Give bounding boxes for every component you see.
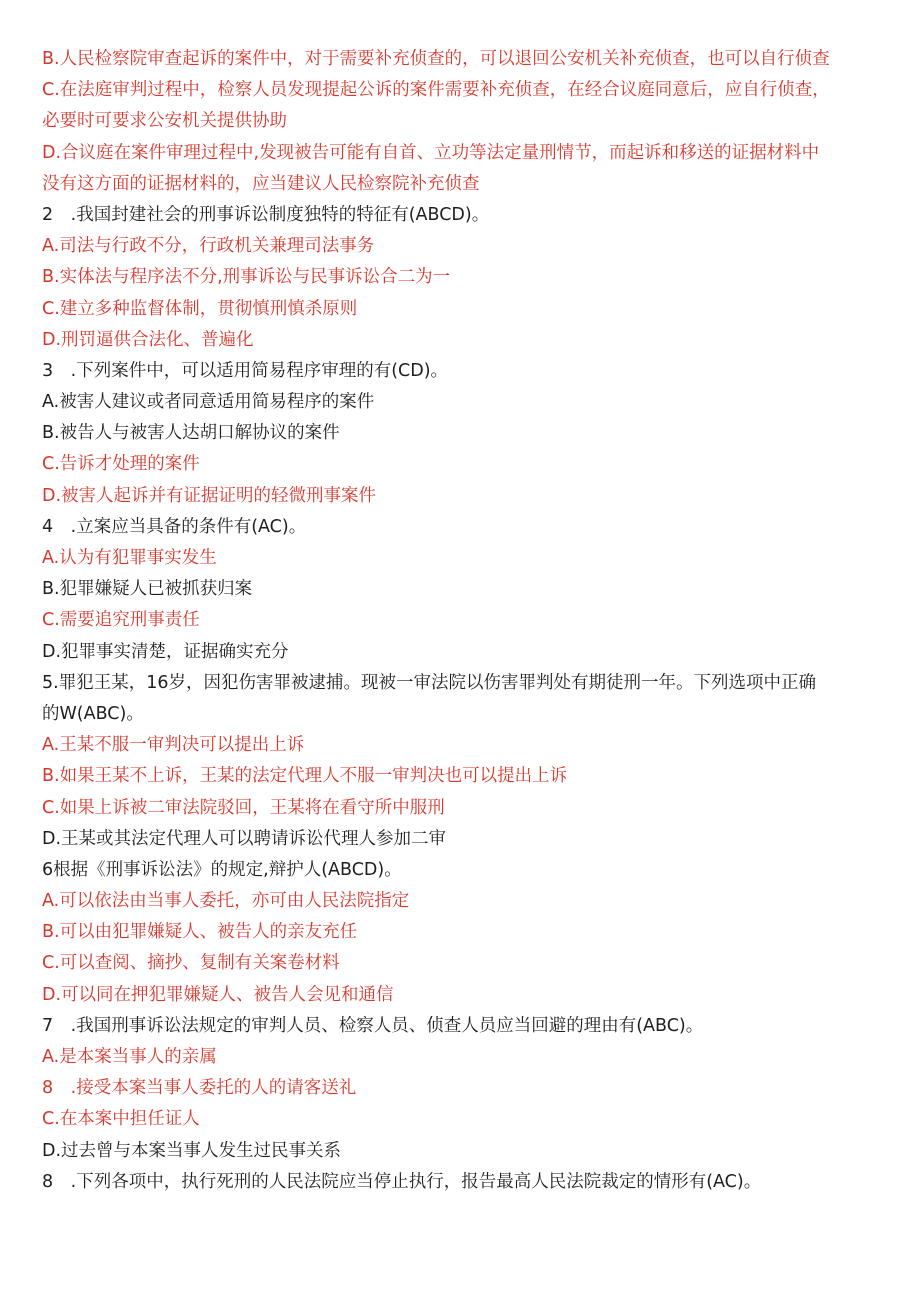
answer-option-line: B.实体法与程序法不分,刑事诉讼与民事诉讼合二为一	[42, 267, 451, 288]
question-text-line: 8 .下列各项中，执行死刑的人民法院应当停止执行，报告最高人民法院裁定的情形有(AC)。	[42, 1171, 762, 1192]
question-text-line: B.犯罪嫌疑人已被抓获归案	[42, 579, 253, 600]
question-text-line: 6根据《刑事诉讼法》的规定,辩护人(ABCD)。	[42, 859, 402, 880]
answer-option-line: 8 .接受本案当事人委托的人的请客送礼	[42, 1078, 357, 1099]
question-text-line: B.被告人与被害人达胡口解协议的案件	[42, 423, 340, 444]
answer-option-line: C.需要追究刑事责任	[42, 610, 200, 631]
answer-option-line: 没有这方面的证据材料的，应当建议人民检察院补充侦查	[42, 173, 480, 194]
answer-option-line: C.建立多种监督体制，贯彻慎刑慎杀原则	[42, 298, 358, 319]
question-text-line: 5.罪犯王某，16岁，因犯伤害罪被逮捕。现被一审法院以伤害罪判处有期徒刑一年。下列选项中正确	[42, 672, 816, 693]
answer-option-line: C.告诉才处理的案件	[42, 454, 200, 475]
question-text-line: A.被害人建议或者同意适用简易程序的案件	[42, 392, 375, 413]
answer-option-line: C.在本案中担任证人	[42, 1109, 200, 1130]
answer-option-line: D.合议庭在案件审理过程中,发现被告可能有自首、立功等法定量刑情节，而起诉和移送的证据材料中	[42, 142, 820, 163]
answer-option-line: C.可以查阅、摘抄、复制有关案卷材料	[42, 953, 340, 974]
answer-option-line: A.王某不服一审判决可以提出上诉	[42, 735, 305, 756]
answer-option-line: B.如果王某不上诉，王某的法定代理人不服一审判决也可以提出上诉	[42, 766, 568, 787]
answer-option-line: C.在法庭审判过程中，检察人员发现提起公诉的案件需要补充侦查，在经合议庭同意后，应自行侦查，	[42, 80, 830, 101]
answer-option-line: D.可以同在押犯罪嫌疑人、被告人会见和通信	[42, 984, 394, 1005]
answer-option-line: A.是本案当事人的亲属	[42, 1047, 217, 1067]
answer-option-line: B.人民检察院审查起诉的案件中，对于需要补充侦查的，可以退回公安机关补充侦查，也可以自行侦查	[42, 49, 830, 69]
question-text-line: D.王某或其法定代理人可以聘请诉讼代理人参加二审	[42, 828, 447, 849]
answer-option-line: 必要时可要求公安机关提供协助	[42, 111, 287, 132]
question-text-line: 7 .我国刑事诉讼法规定的审判人员、检察人员、侦查人员应当回避的理由有(ABC)。	[42, 1015, 704, 1036]
answer-option-line: D.刑罚逼供合法化、普遍化	[42, 329, 254, 350]
answer-option-line: C.如果上诉被二审法院驳回，王某将在看守所中服刑	[42, 797, 445, 818]
question-text-line: 4 .立案应当具备的条件有(AC)。	[42, 516, 307, 537]
answer-option-line: A.认为有犯罪事实发生	[42, 548, 217, 568]
question-text-line: D.过去曾与本案当事人发生过民事关系	[42, 1140, 342, 1161]
question-text-line: 的W(ABC)。	[42, 703, 144, 724]
answer-option-line: A.司法与行政不分，行政机关兼理司法事务	[42, 236, 375, 257]
question-text-line: 2 .我国封建社会的刑事诉讼制度独特的特征有(ABCD)。	[42, 204, 490, 225]
answer-option-line: B.可以由犯罪嫌疑人、被告人的亲友充任	[42, 922, 358, 943]
answer-option-line: D.被害人起诉并有证据证明的轻微刑事案件	[42, 485, 377, 506]
document-body	[42, 44, 904, 1198]
question-text-line: D.犯罪事实清楚，证据确实充分	[42, 641, 289, 662]
answer-option-line: A.可以依法由当事人委托，亦可由人民法院指定	[42, 891, 410, 912]
question-text-line: 3 .下列案件中，可以适用简易程序审理的有(CD)。	[42, 360, 449, 381]
